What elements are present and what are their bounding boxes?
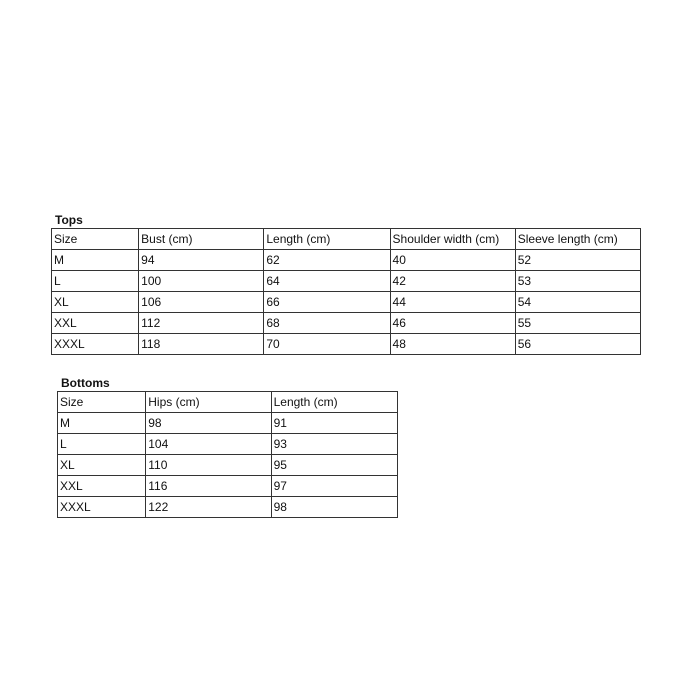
bottoms-size-table [57, 391, 398, 518]
table-cell: 98 [271, 497, 397, 518]
bottoms-title: Bottoms [61, 376, 110, 390]
table-cell: 116 [146, 476, 271, 497]
header-cell: Size [52, 229, 139, 250]
table-row [58, 434, 398, 455]
table-header-row [58, 392, 398, 413]
table-cell: XXL [58, 476, 146, 497]
table-cell: 91 [271, 413, 397, 434]
table-cell: 44 [390, 292, 515, 313]
table-cell: XXL [52, 313, 139, 334]
table-row [58, 497, 398, 518]
header-cell: Length (cm) [271, 392, 397, 413]
table-cell: 122 [146, 497, 271, 518]
table-cell: XXXL [52, 334, 139, 355]
table-cell: 106 [139, 292, 264, 313]
table-row [52, 292, 641, 313]
table-row [52, 271, 641, 292]
table-row [58, 455, 398, 476]
tops-size-table [51, 228, 641, 355]
table-cell: 40 [390, 250, 515, 271]
table-row [58, 476, 398, 497]
table-cell: 53 [515, 271, 640, 292]
table-cell: 118 [139, 334, 264, 355]
table-cell: 62 [264, 250, 390, 271]
table-cell: 93 [271, 434, 397, 455]
header-cell: Hips (cm) [146, 392, 271, 413]
table-cell: 68 [264, 313, 390, 334]
table-cell: 42 [390, 271, 515, 292]
table-cell: 56 [515, 334, 640, 355]
header-cell: Sleeve length (cm) [515, 229, 640, 250]
table-cell: L [52, 271, 139, 292]
table-cell: 110 [146, 455, 271, 476]
tops-title: Tops [55, 213, 83, 227]
table-row [52, 313, 641, 334]
table-cell: 112 [139, 313, 264, 334]
table-cell: XL [52, 292, 139, 313]
table-cell: 66 [264, 292, 390, 313]
table-cell: 97 [271, 476, 397, 497]
header-cell: Shoulder width (cm) [390, 229, 515, 250]
table-cell: 64 [264, 271, 390, 292]
table-cell: 100 [139, 271, 264, 292]
table-cell: 55 [515, 313, 640, 334]
header-cell: Bust (cm) [139, 229, 264, 250]
table-cell: 46 [390, 313, 515, 334]
table-row [58, 413, 398, 434]
table-cell: 95 [271, 455, 397, 476]
table-cell: 52 [515, 250, 640, 271]
table-cell: 48 [390, 334, 515, 355]
header-cell: Length (cm) [264, 229, 390, 250]
table-row [52, 250, 641, 271]
table-cell: 54 [515, 292, 640, 313]
table-cell: 104 [146, 434, 271, 455]
table-cell: 98 [146, 413, 271, 434]
table-header-row [52, 229, 641, 250]
table-cell: XL [58, 455, 146, 476]
header-cell: Size [58, 392, 146, 413]
table-cell: XXXL [58, 497, 146, 518]
table-cell: 70 [264, 334, 390, 355]
table-cell: 94 [139, 250, 264, 271]
table-cell: M [58, 413, 146, 434]
table-row [52, 334, 641, 355]
table-cell: M [52, 250, 139, 271]
table-cell: L [58, 434, 146, 455]
